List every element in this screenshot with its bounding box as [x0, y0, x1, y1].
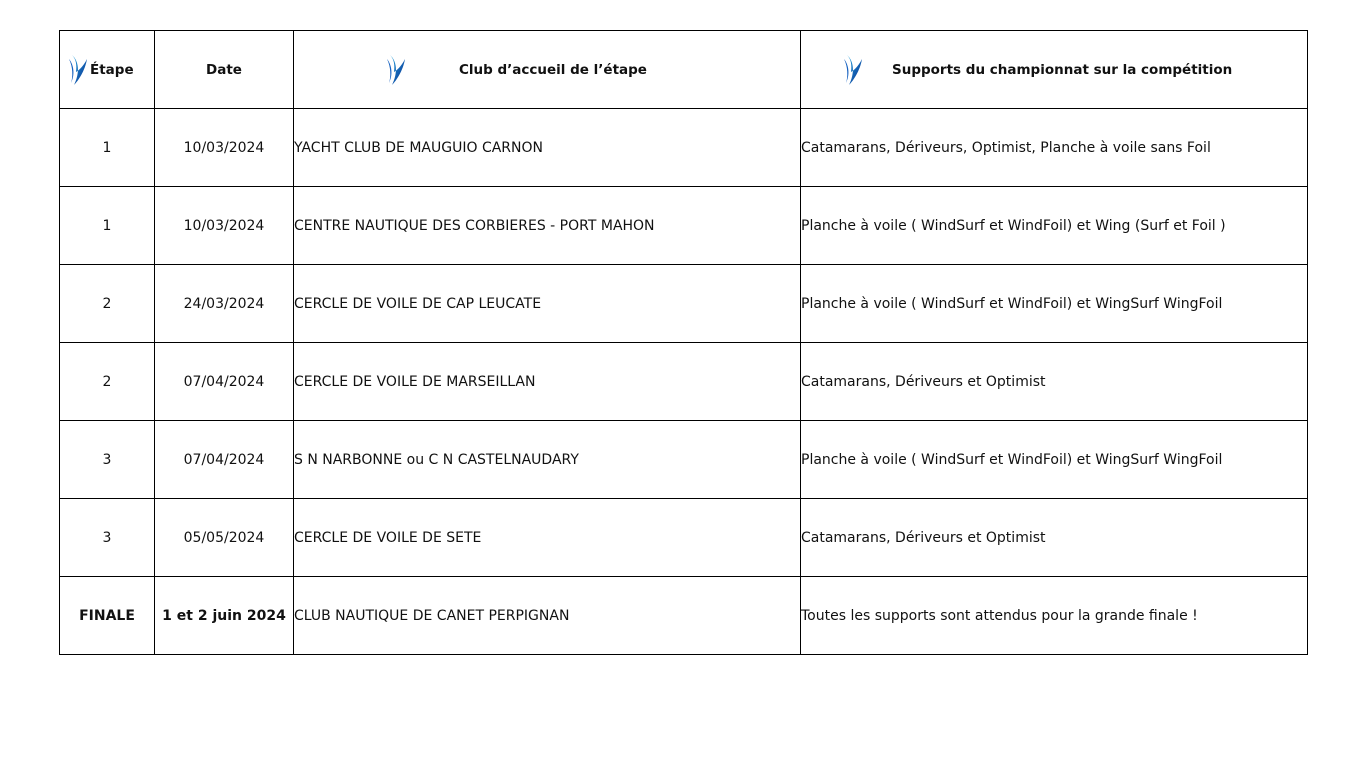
- cell-supports: Catamarans, Dériveurs et Optimist: [801, 343, 1308, 421]
- table-row: [60, 499, 1308, 577]
- header-supports: [801, 31, 1308, 109]
- cell-club: CENTRE NAUTIQUE DES CORBIERES - PORT MAHON: [294, 187, 801, 265]
- header-supports-label: Supports du championnat sur la compétition: [892, 61, 1233, 78]
- cell-club: CLUB NAUTIQUE DE CANET PERPIGNAN: [294, 577, 801, 655]
- header-club-label: Club d’accueil de l’étape: [459, 61, 647, 78]
- cell-supports: Planche à voile ( WindSurf et WindFoil) et WingSurf WingFoil: [801, 421, 1308, 499]
- cell-club: CERCLE DE VOILE DE SETE: [294, 499, 801, 577]
- cell-supports: Toutes les supports sont attendus pour la grande finale !: [801, 577, 1308, 655]
- sail-logo-icon: [386, 53, 406, 87]
- cell-date: 07/04/2024: [155, 343, 294, 421]
- header-etape-label: Étape: [90, 61, 134, 78]
- cell-etape: 2: [60, 265, 155, 343]
- cell-etape: 3: [60, 499, 155, 577]
- cell-date: 10/03/2024: [155, 109, 294, 187]
- table-header-row: [60, 31, 1308, 109]
- cell-date: 05/05/2024: [155, 499, 294, 577]
- cell-supports: Catamarans, Dériveurs, Optimist, Planche à voile sans Foil: [801, 109, 1308, 187]
- header-club: [294, 31, 801, 109]
- cell-date: 07/04/2024: [155, 421, 294, 499]
- header-date-label: Date: [206, 61, 242, 78]
- championship-schedule-table: [59, 30, 1308, 655]
- cell-date: 10/03/2024: [155, 187, 294, 265]
- cell-club: S N NARBONNE ou C N CASTELNAUDARY: [294, 421, 801, 499]
- table-row: [60, 109, 1308, 187]
- cell-etape: 3: [60, 421, 155, 499]
- cell-etape: FINALE: [60, 577, 155, 655]
- table-row-final: [60, 577, 1308, 655]
- cell-date: 1 et 2 juin 2024: [155, 577, 294, 655]
- cell-club: CERCLE DE VOILE DE MARSEILLAN: [294, 343, 801, 421]
- cell-etape: 1: [60, 187, 155, 265]
- cell-club: CERCLE DE VOILE DE CAP LEUCATE: [294, 265, 801, 343]
- table-row: [60, 343, 1308, 421]
- table-row: [60, 265, 1308, 343]
- cell-etape: 2: [60, 343, 155, 421]
- header-etape: [60, 31, 155, 109]
- sail-logo-icon: [68, 53, 88, 87]
- cell-supports: Planche à voile ( WindSurf et WindFoil) et WingSurf WingFoil: [801, 265, 1308, 343]
- header-date: [155, 31, 294, 109]
- cell-date: 24/03/2024: [155, 265, 294, 343]
- table-row: [60, 421, 1308, 499]
- cell-etape: 1: [60, 109, 155, 187]
- cell-club: YACHT CLUB DE MAUGUIO CARNON: [294, 109, 801, 187]
- sail-logo-icon: [843, 53, 863, 87]
- cell-supports: Planche à voile ( WindSurf et WindFoil) et Wing (Surf et Foil ): [801, 187, 1308, 265]
- cell-supports: Catamarans, Dériveurs et Optimist: [801, 499, 1308, 577]
- table-row: [60, 187, 1308, 265]
